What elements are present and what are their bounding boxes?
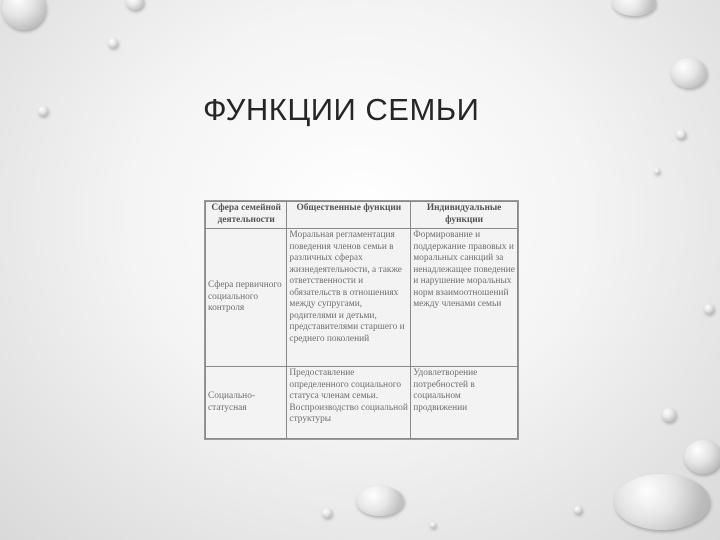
water-drop xyxy=(322,508,332,518)
water-drop xyxy=(671,58,707,88)
cell-individual: Формирование и поддержание правовых и моральных санкций за ненадлежащее поведение и нарушение моральных норм взаимоотношений между членами семьи xyxy=(411,229,518,367)
water-drop xyxy=(574,506,582,514)
functions-table-image xyxy=(204,200,519,440)
water-drop xyxy=(108,38,118,48)
water-drop xyxy=(704,304,714,314)
water-drop xyxy=(38,106,48,116)
water-drop xyxy=(614,474,710,530)
water-drop xyxy=(684,440,720,474)
cell-public: Моральная регламентация поведения членов семьи в различных сферах жизнедеятельности, а также ответственности и обязательств в отношениях между супругами, родителями и детьми, представителями старшего и среднего поколений xyxy=(287,229,411,367)
header-sphere: Сфера семейной деятельности xyxy=(206,202,287,229)
cell-sphere: Социально-статусная xyxy=(206,367,287,439)
water-drop xyxy=(356,486,404,516)
cell-individual: Удовлетворение потребностей в социальном продвижении xyxy=(411,367,518,439)
water-drop xyxy=(126,0,144,10)
cell-public: Предоставление определенного социального статуса членам семьи. Воспроизводство социальной структуры xyxy=(287,367,411,439)
header-individual-functions: Индивидуальные функции xyxy=(411,202,518,229)
water-drop xyxy=(676,130,686,139)
table-header-row xyxy=(206,202,518,229)
functions-table xyxy=(205,201,518,439)
water-drop xyxy=(2,0,46,30)
slide-title: ФУНКЦИИ СЕМЬИ xyxy=(203,92,480,127)
cell-sphere: Сфера первичного социального контроля xyxy=(206,229,287,367)
table-row xyxy=(206,367,518,439)
water-drop xyxy=(430,522,436,528)
water-drop xyxy=(662,408,676,422)
water-drop xyxy=(612,0,656,16)
table-row xyxy=(206,229,518,367)
water-drop xyxy=(654,168,660,174)
header-public-functions: Общественные функции xyxy=(287,202,411,229)
